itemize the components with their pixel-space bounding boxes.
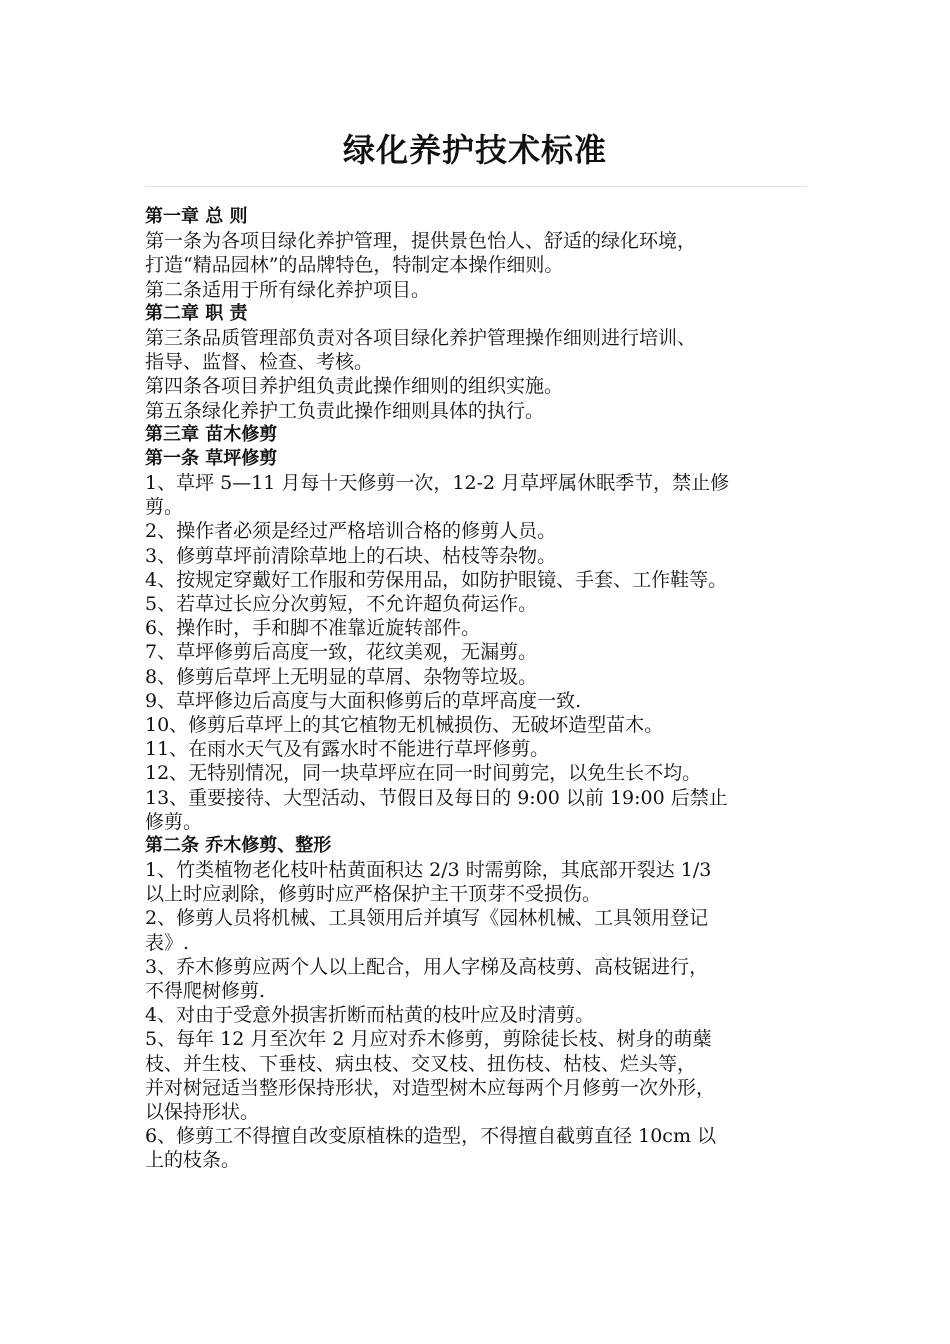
section-heading: 第一章 总 则 [145,206,248,227]
body-text-line: 6、修剪工不得擅自改变原植株的造型，不得擅自截剪直径 10cm 以 [145,1125,717,1148]
body-text-line: 枝、并生枝、下垂枝、病虫枝、交叉枝、扭伤枝、枯枝、烂头等， [145,1052,697,1075]
body-text-line: 2、操作者必须是经过严格培训合格的修剪人员。 [145,520,557,543]
body-text-line: 3、乔木修剪应两个人以上配合，用人字梯及高枝剪、高枝锯进行， [145,955,709,978]
body-text-line: 6、操作时，手和脚不准靠近旋转部件。 [145,617,481,640]
body-text-line: 第五条绿化养护工负责此操作细则具体的执行。 [145,399,545,422]
section-heading: 第一条 草坪修剪 [145,447,278,469]
body-text-line: 7、草坪修剪后高度一致，花纹美观，无漏剪。 [145,641,538,664]
body-text-line: 指导、监督、检查、考核。 [145,351,374,374]
body-text-line: 以保持形状。 [145,1100,260,1123]
body-text-line: 并对树冠适当整形保持形状，对造型树木应每两个月修剪一次外形， [145,1076,716,1099]
body-text-line: 12、无特别情况，同一块草坪应在同一时间剪完，以免生长不均。 [145,762,702,785]
section-heading: 第二条 乔木修剪、整形 [145,834,332,856]
body-text-line: 1、竹类植物老化枝叶枯黄面积达 2/3 时需剪除，其底部开裂达 1/3 [145,859,712,882]
section-heading: 第二章 职 责 [145,302,248,324]
body-text-line: 上的枝条。 [145,1149,241,1172]
body-text-line: 3、修剪草坪前清除草地上的石块、枯枝等杂物。 [145,544,557,567]
body-text-line: 不得爬树修剪. [145,980,266,1002]
body-text-line: 13、重要接待、大型活动、节假日及每日的 9:00 以前 19:00 后禁止 [145,786,728,809]
body-text-line: 第二条适用于所有绿化养护项目。 [145,278,431,301]
body-text-line: 第一条为各项目绿化养护管理，提供景色怡人、舒适的绿化环境， [145,230,697,253]
body-text-line: 表》. [145,931,190,954]
body-text-line: 5、若草过长应分次剪短，不允许超负荷运作。 [145,593,538,615]
body-text-line: 以上时应剥除，修剪时应严格保护主干顶芽不受损伤。 [145,883,602,906]
body-text-line: 修剪。 [145,810,203,833]
body-text-line: 4、对由于受意外损害折断而枯黄的枝叶应及时清剪。 [145,1004,595,1027]
body-text-line: 8、修剪后草坪上无明显的草屑、杂物等垃圾。 [145,665,538,688]
title-divider [145,186,807,187]
body-text-line: 1、草坪 5—11 月每十天修剪一次，12-2 月草坪属休眠季节，禁止修 [145,472,730,495]
body-text-line: 剪。 [145,496,184,519]
body-text-line: 打造“精品园林”的品牌特色，特制定本操作细则。 [145,254,564,277]
body-text-line: 10、修剪后草坪上的其它植物无机械损伤、无破坏造型苗木。 [145,713,664,736]
body-text-line: 2、修剪人员将机械、工具领用后并填写《园林机械、工具领用登记 [145,907,709,930]
body-text-line: 第四条各项目养护组负责此操作细则的组织实施。 [145,375,564,398]
body-text-line: 4、按规定穿戴好工作服和劳保用品，如防护眼镜、手套、工作鞋等。 [145,568,728,591]
body-text-line: 9、草坪修边后高度与大面积修剪后的草坪高度一致. [145,689,582,712]
document-body [145,205,825,1173]
document-title: 绿化养护技术标准 [342,131,607,169]
body-text-line: 第三条品质管理部负责对各项目绿化养护管理操作细则进行培训、 [145,326,697,349]
body-text-line: 11、在雨水天气及有露水时不能进行草坪修剪。 [145,738,550,761]
section-heading: 第三章 苗木修剪 [145,423,278,445]
body-text-line: 5、每年 12 月至次年 2 月应对乔木修剪，剪除徒长枝、树身的萌蘖 [145,1028,712,1051]
